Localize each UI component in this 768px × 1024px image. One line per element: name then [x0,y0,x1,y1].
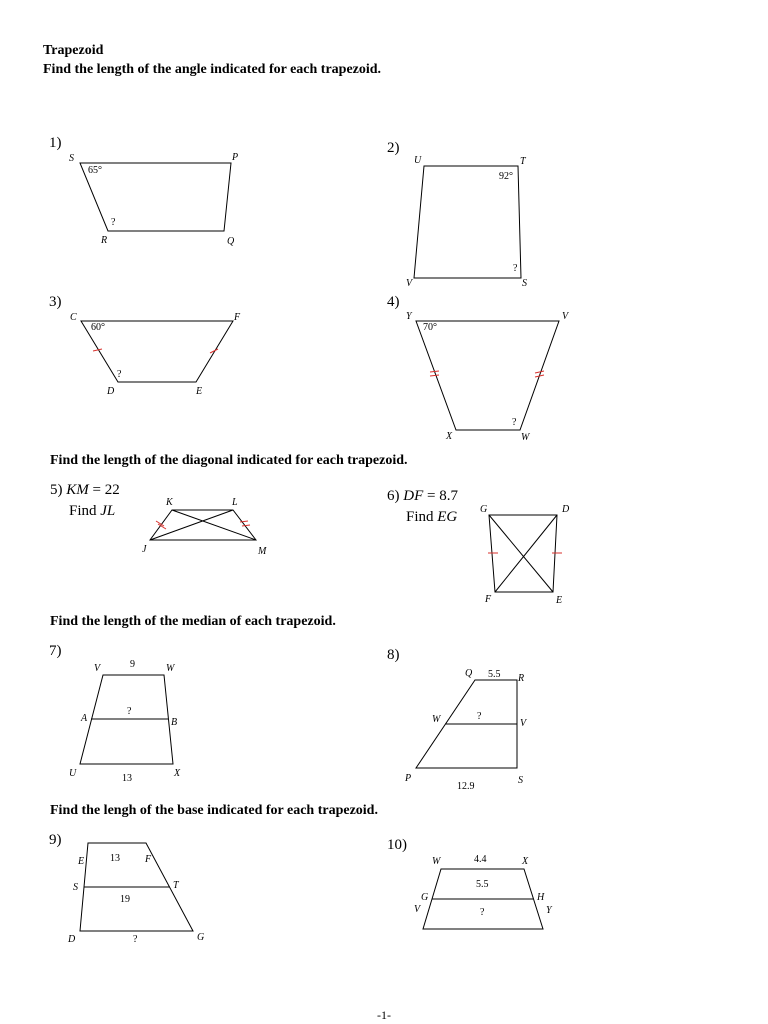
vertex-label: F [145,854,152,865]
problem-number-5: 5) [50,482,63,498]
vertex-label: V [94,663,101,674]
bottom-base-length: ? [133,934,138,945]
vertex-label: Q [227,236,235,247]
vertex-label: T [173,880,179,891]
top-base-length: 13 [110,853,120,864]
given-variable: DF [403,488,424,504]
problem-number-8: 8) [387,647,400,663]
median-length: 5.5 [476,879,489,890]
unknown-marker: ? [117,369,122,380]
unknown-marker: ? [111,217,116,228]
vertex-label: X [446,431,453,442]
vertex-label: V [406,278,413,289]
vertex-label: E [556,595,563,606]
problem-number-1: 1) [49,135,62,151]
vertex-label: V [414,904,421,915]
given-variable: KM [66,482,89,498]
vertex-label: G [197,932,205,943]
vertex-label: P [405,773,412,784]
worksheet-instructions: Find the length of the angle indicated for each trapezoid. [43,62,382,77]
vertex-label: S [518,775,523,786]
vertex-label: S [522,278,527,289]
vertex-label: R [101,235,108,246]
find-variable: EG [437,509,458,525]
vertex-label: L [232,497,238,508]
median-length: ? [127,706,132,717]
vertex-label: S [69,153,74,164]
trapezoid-6 [489,515,557,592]
bottom-base-length: 12.9 [457,781,475,792]
vertex-label: Q [465,668,473,679]
problem-number-4: 4) [387,294,400,310]
top-base-length: 4.4 [474,854,487,865]
problem-number-3: 3) [49,294,62,310]
vertex-label: B [171,717,178,728]
vertex-label: U [69,768,77,779]
given-value: = 22 [92,482,120,498]
vertex-label: Y [546,905,552,916]
bottom-base-length: ? [480,907,485,918]
angle-label: 70° [423,322,437,333]
page-number: -1- [377,1008,391,1022]
angle-label: 60° [91,322,105,333]
vertex-label: D [107,386,115,397]
trapezoid-5 [150,510,256,540]
vertex-label: M [258,546,267,557]
vertex-label: C [70,312,77,323]
vertex-label: F [485,594,492,605]
vertex-label: X [174,768,181,779]
section-median-heading: Find the length of the median of each trapezoid. [50,614,336,629]
trapezoid-1 [80,163,231,231]
trapezoid-2 [414,166,521,278]
top-base-length: 9 [130,659,135,670]
find-word: Find [406,509,434,525]
unknown-marker: ? [512,417,517,428]
vertex-label: K [166,497,173,508]
vertex-label: D [68,934,76,945]
problem-number-2: 2) [387,140,400,156]
vertex-label: G [480,504,488,515]
section-diagonal-heading: Find the length of the diagonal indicated for each trapezoid. [50,453,408,468]
vertex-label: X [522,856,529,867]
unknown-marker: ? [513,263,518,274]
vertex-label: F [234,312,241,323]
problem-number-9: 9) [49,832,62,848]
vertex-label: P [232,152,239,163]
vertex-label: W [432,714,441,725]
angle-label: 65° [88,165,102,176]
median-length: 19 [120,894,130,905]
vertex-label: W [432,856,441,867]
vertex-label: G [421,892,429,903]
vertex-label: Y [406,311,412,322]
find-word: Find [69,503,97,519]
top-base-length: 5.5 [488,669,501,680]
vertex-label: U [414,155,422,166]
problem-number-6: 6) [387,488,400,504]
vertex-label: E [78,856,85,867]
problem-number-7: 7) [49,643,62,659]
trapezoid-7 [80,675,173,764]
vertex-label: V [520,718,527,729]
vertex-label: A [81,713,88,724]
vertex-label: H [537,892,545,903]
vertex-label: D [562,504,570,515]
trapezoid-10 [423,869,543,929]
find-variable: JL [100,503,116,519]
vertex-label: T [520,156,526,167]
given-value: = 8.7 [427,488,458,504]
vertex-label: J [142,544,147,555]
vertex-label: R [518,673,525,684]
vertex-label: W [521,432,530,443]
section-base-heading: Find the lengh of the base indicated for each trapezoid. [50,803,378,818]
worksheet-title: Trapezoid [43,43,104,58]
vertex-label: V [562,311,569,322]
median-length: ? [477,711,482,722]
vertex-label: E [196,386,203,397]
bottom-base-length: 13 [122,773,132,784]
vertex-label: W [166,663,175,674]
vertex-label: S [73,882,78,893]
angle-label: 92° [499,171,513,182]
problem-number-10: 10) [387,837,407,853]
